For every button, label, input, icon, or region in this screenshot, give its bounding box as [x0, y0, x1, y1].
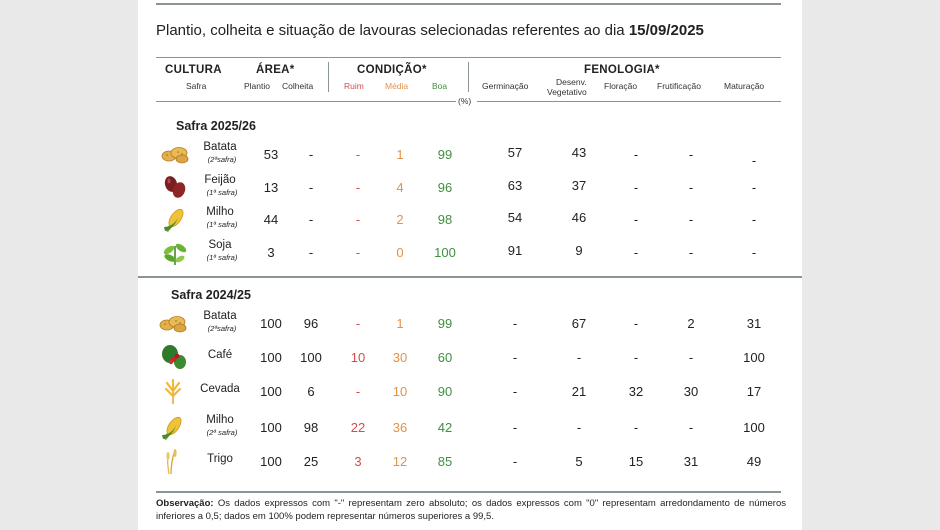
cell-maturacao: 31 — [746, 316, 762, 331]
cell-plantio: 100 — [260, 350, 282, 365]
cell-boa: 90 — [437, 384, 453, 399]
cell-germinacao: - — [512, 454, 518, 469]
barley-icon — [158, 377, 188, 405]
cell-desenv: 37 — [571, 178, 587, 193]
cell-maturacao: - — [751, 153, 757, 168]
cell-boa: 99 — [437, 316, 453, 331]
cell-frutificacao: - — [688, 420, 694, 435]
cell-ruim: - — [355, 147, 361, 162]
title-date: 15/09/2025 — [628, 22, 704, 39]
header-germinacao: Germinação — [482, 81, 529, 91]
crop-note: (1ª safra) — [206, 253, 238, 262]
section-label-2024-25: Safra 2024/25 — [171, 288, 251, 302]
cell-colheita: - — [308, 245, 314, 260]
cell-plantio: 100 — [260, 384, 282, 399]
cell-colheita: 6 — [307, 384, 315, 399]
cell-maturacao: 100 — [743, 420, 765, 435]
cell-floracao: - — [633, 245, 639, 260]
cell-plantio: 100 — [260, 316, 282, 331]
header-bottom-rule-left — [156, 101, 456, 102]
cell-frutificacao: 30 — [683, 384, 699, 399]
footnote — [156, 497, 786, 523]
cell-floracao: 15 — [628, 454, 644, 469]
crop-name: Cevada — [200, 383, 240, 395]
crop-name: Café — [207, 349, 233, 361]
crop-name: Batata — [203, 141, 237, 153]
crop-note: (2ªsafra) — [207, 155, 237, 164]
section-divider — [138, 276, 802, 278]
crop-name: Milho — [206, 206, 234, 218]
cell-germinacao: - — [512, 384, 518, 399]
title-text: Plantio, colheita e situação de lavouras selecionadas referentes ao dia — [156, 22, 629, 39]
cell-ruim: - — [355, 212, 361, 227]
section-label-2025-26: Safra 2025/26 — [176, 119, 256, 133]
table-row — [138, 205, 802, 235]
top-rule — [156, 3, 781, 5]
cell-maturacao: - — [751, 245, 757, 260]
cell-plantio: 3 — [267, 245, 275, 260]
header-area: ÁREA* — [256, 64, 295, 76]
cell-boa: 100 — [434, 245, 456, 260]
header-fenologia: FENOLOGIA* — [584, 64, 660, 76]
header-bottom-rule-right — [477, 101, 781, 102]
cell-frutificacao: - — [688, 245, 694, 260]
cell-maturacao: - — [751, 180, 757, 195]
cell-plantio: 53 — [263, 147, 279, 162]
cell-desenv: 67 — [571, 316, 587, 331]
crop-name: Trigo — [207, 453, 233, 465]
table-row — [138, 377, 802, 407]
header-safra: Safra — [186, 81, 207, 91]
cell-germinacao: - — [512, 350, 518, 365]
cell-frutificacao: - — [688, 180, 694, 195]
cell-germinacao: 63 — [507, 178, 523, 193]
corn-icon — [158, 413, 188, 441]
cell-floracao: 32 — [628, 384, 644, 399]
cell-media: 36 — [392, 420, 408, 435]
header-media: Média — [385, 81, 409, 91]
table-row — [138, 238, 802, 268]
report-sheet — [138, 0, 802, 530]
cell-colheita: 98 — [303, 420, 319, 435]
cell-boa: 96 — [437, 180, 453, 195]
soy-icon — [160, 238, 190, 266]
cell-ruim: - — [355, 316, 361, 331]
header-colheita: Colheita — [282, 81, 314, 91]
potato-icon — [160, 140, 190, 168]
cell-floracao: - — [633, 420, 639, 435]
footnote-text: Os dados expressos com "-" representam zero absoluto; os dados expressos com "0" representam arredondamento de números inferiores a 0,5; dados em 100% podem representar números superiores a 99,5. — [156, 498, 786, 522]
crop-note: (2ªsafra) — [207, 324, 237, 333]
cell-ruim: - — [355, 245, 361, 260]
wheat-icon — [158, 447, 188, 475]
cell-boa: 98 — [437, 212, 453, 227]
table-row — [138, 173, 802, 203]
crop-note: (1ª safra) — [206, 188, 238, 197]
header-plantio: Plantio — [244, 81, 270, 91]
table-row — [138, 309, 802, 339]
header-maturacao: Maturação — [724, 81, 765, 91]
cell-maturacao: - — [751, 212, 757, 227]
cell-ruim: - — [355, 180, 361, 195]
cell-plantio: 13 — [263, 180, 279, 195]
cell-germinacao: 54 — [507, 210, 523, 225]
bean-icon — [160, 173, 190, 201]
cell-boa: 60 — [437, 350, 453, 365]
crop-note: (1ª safra) — [206, 220, 238, 229]
corn-icon — [160, 205, 190, 233]
percent-label: (%) — [458, 96, 472, 106]
cell-germinacao: 91 — [507, 243, 523, 258]
cell-frutificacao: - — [688, 147, 694, 162]
header-desenv-2: Vegetativo — [547, 87, 587, 97]
cell-plantio: 100 — [260, 420, 282, 435]
cell-colheita: 96 — [303, 316, 319, 331]
cell-media: 10 — [392, 384, 408, 399]
footnote-label: Observação: — [156, 498, 214, 509]
table-row — [138, 447, 802, 477]
header-ruim: Ruim — [344, 81, 364, 91]
cell-ruim: - — [355, 384, 361, 399]
header-condicao: CONDIÇÃO* — [357, 64, 427, 76]
cell-desenv: - — [576, 420, 582, 435]
cell-floracao: - — [633, 180, 639, 195]
cell-media: 2 — [396, 212, 404, 227]
cell-media: 4 — [396, 180, 404, 195]
crop-note: (2ª safra) — [206, 428, 238, 437]
cell-colheita: 100 — [300, 350, 322, 365]
cell-floracao: - — [633, 147, 639, 162]
cell-floracao: - — [633, 212, 639, 227]
cell-media: 0 — [396, 245, 404, 260]
header-frutificacao: Frutificação — [657, 81, 701, 91]
cell-ruim: 10 — [350, 350, 366, 365]
cell-plantio: 44 — [263, 212, 279, 227]
cell-media: 12 — [392, 454, 408, 469]
cell-germinacao: 57 — [507, 145, 523, 160]
cell-frutificacao: 31 — [683, 454, 699, 469]
cell-media: 30 — [392, 350, 408, 365]
cell-frutificacao: - — [688, 212, 694, 227]
cell-boa: 42 — [437, 420, 453, 435]
cell-desenv: - — [576, 350, 582, 365]
cell-germinacao: - — [512, 420, 518, 435]
area-divider — [328, 62, 329, 92]
crop-name: Soja — [208, 239, 232, 251]
header-desenv-1: Desenv. — [556, 77, 587, 87]
potato-icon — [158, 309, 188, 337]
table-row — [138, 140, 802, 170]
cell-colheita: - — [308, 147, 314, 162]
cell-ruim: 22 — [350, 420, 366, 435]
cell-colheita: - — [308, 180, 314, 195]
cell-floracao: - — [633, 316, 639, 331]
cell-floracao: - — [633, 350, 639, 365]
cell-boa: 99 — [437, 147, 453, 162]
cell-plantio: 100 — [260, 454, 282, 469]
report-title — [156, 22, 704, 39]
coffee-icon — [158, 343, 188, 371]
cell-boa: 85 — [437, 454, 453, 469]
header-top-rule — [156, 57, 781, 58]
cell-colheita: - — [308, 212, 314, 227]
cell-maturacao: 49 — [746, 454, 762, 469]
cell-desenv: 5 — [575, 454, 583, 469]
cell-media: 1 — [396, 316, 404, 331]
cell-germinacao: - — [512, 316, 518, 331]
cell-frutificacao: 2 — [687, 316, 695, 331]
crop-name: Milho — [206, 414, 234, 426]
header-floracao: Floração — [604, 81, 638, 91]
cell-ruim: 3 — [354, 454, 362, 469]
header-boa: Boa — [432, 81, 448, 91]
cell-desenv: 9 — [575, 243, 583, 258]
cell-colheita: 25 — [303, 454, 319, 469]
cell-frutificacao: - — [688, 350, 694, 365]
cell-desenv: 43 — [571, 145, 587, 160]
cell-desenv: 46 — [571, 210, 587, 225]
cell-media: 1 — [396, 147, 404, 162]
cell-maturacao: 100 — [743, 350, 765, 365]
header-cultura: CULTURA — [165, 64, 222, 76]
cell-maturacao: 17 — [746, 384, 762, 399]
footer-rule — [156, 491, 781, 493]
table-row — [138, 343, 802, 373]
crop-name: Batata — [203, 310, 237, 322]
condicao-divider — [468, 62, 469, 92]
cell-desenv: 21 — [571, 384, 587, 399]
table-row — [138, 413, 802, 443]
crop-name: Feijão — [204, 174, 236, 186]
